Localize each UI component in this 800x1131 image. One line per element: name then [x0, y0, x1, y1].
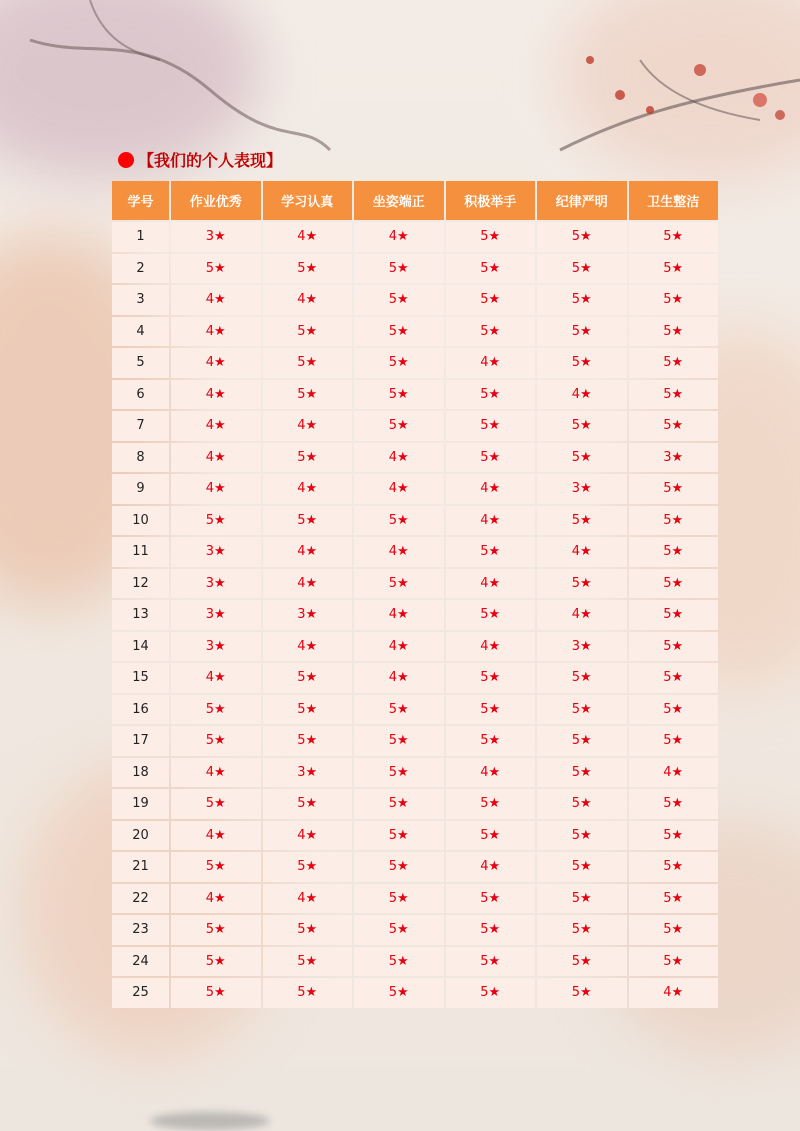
column-header-discipline: 纪律严明	[537, 181, 627, 220]
table-row	[112, 285, 718, 315]
score-cell: 5★	[446, 663, 536, 693]
student-id-cell: 4	[112, 317, 169, 347]
score-cell: 5★	[537, 978, 627, 1008]
score-cell: 5★	[629, 821, 719, 851]
score-cell: 5★	[354, 884, 444, 914]
score-cell: 3★	[171, 632, 261, 662]
score-cell: 4★	[354, 474, 444, 504]
score-cell: 5★	[446, 789, 536, 819]
score-cell: 5★	[354, 947, 444, 977]
score-cell: 5★	[446, 978, 536, 1008]
score-cell: 5★	[354, 506, 444, 536]
column-header-posture: 坐姿端正	[354, 181, 444, 220]
score-cell: 3★	[263, 758, 353, 788]
score-cell: 5★	[354, 695, 444, 725]
score-cell: 5★	[263, 695, 353, 725]
score-cell: 5★	[263, 254, 353, 284]
column-header-student-id: 学号	[112, 181, 169, 220]
score-cell: 4★	[354, 222, 444, 252]
score-cell: 4★	[446, 852, 536, 882]
student-id-cell: 11	[112, 537, 169, 567]
score-cell: 5★	[263, 443, 353, 473]
score-cell: 5★	[263, 726, 353, 756]
score-cell: 5★	[263, 978, 353, 1008]
score-cell: 3★	[171, 537, 261, 567]
table-row	[112, 506, 718, 536]
student-id-cell: 6	[112, 380, 169, 410]
table-row	[112, 852, 718, 882]
score-cell: 5★	[629, 915, 719, 945]
score-cell: 3★	[537, 474, 627, 504]
score-cell: 5★	[446, 915, 536, 945]
score-cell: 4★	[171, 317, 261, 347]
score-cell: 5★	[629, 317, 719, 347]
score-cell: 4★	[263, 632, 353, 662]
student-id-cell: 13	[112, 600, 169, 630]
score-cell: 5★	[263, 915, 353, 945]
score-cell: 5★	[629, 600, 719, 630]
score-cell: 5★	[629, 348, 719, 378]
table-header-row	[112, 181, 718, 220]
score-cell: 5★	[354, 380, 444, 410]
score-cell: 4★	[171, 380, 261, 410]
column-header-study: 学习认真	[263, 181, 353, 220]
score-cell: 5★	[537, 758, 627, 788]
score-cell: 4★	[354, 663, 444, 693]
section-heading	[118, 148, 282, 171]
column-header-hand-raising: 积极举手	[446, 181, 536, 220]
performance-table	[110, 179, 720, 1010]
score-cell: 5★	[537, 915, 627, 945]
table-row	[112, 758, 718, 788]
score-cell: 5★	[446, 600, 536, 630]
score-cell: 5★	[629, 537, 719, 567]
table-row	[112, 537, 718, 567]
score-cell: 5★	[537, 411, 627, 441]
score-cell: 5★	[537, 852, 627, 882]
score-cell: 5★	[171, 915, 261, 945]
score-cell: 5★	[629, 222, 719, 252]
score-cell: 5★	[537, 726, 627, 756]
table-row	[112, 915, 718, 945]
table-row	[112, 569, 718, 599]
student-id-cell: 5	[112, 348, 169, 378]
score-cell: 4★	[446, 569, 536, 599]
score-cell: 5★	[537, 348, 627, 378]
score-cell: 4★	[171, 821, 261, 851]
student-id-cell: 10	[112, 506, 169, 536]
table-row	[112, 222, 718, 252]
student-id-cell: 25	[112, 978, 169, 1008]
student-id-cell: 15	[112, 663, 169, 693]
score-cell: 5★	[629, 632, 719, 662]
table-row	[112, 411, 718, 441]
score-cell: 3★	[629, 443, 719, 473]
score-cell: 5★	[354, 317, 444, 347]
score-cell: 5★	[629, 254, 719, 284]
score-cell: 4★	[537, 537, 627, 567]
score-cell: 5★	[629, 380, 719, 410]
student-id-cell: 14	[112, 632, 169, 662]
score-cell: 5★	[446, 285, 536, 315]
score-cell: 5★	[171, 947, 261, 977]
score-cell: 4★	[263, 285, 353, 315]
score-cell: 5★	[537, 317, 627, 347]
score-cell: 5★	[263, 947, 353, 977]
score-cell: 5★	[354, 978, 444, 1008]
score-cell: 4★	[171, 758, 261, 788]
score-cell: 5★	[537, 663, 627, 693]
score-cell: 5★	[537, 695, 627, 725]
score-cell: 5★	[629, 695, 719, 725]
score-cell: 5★	[446, 411, 536, 441]
score-cell: 5★	[629, 947, 719, 977]
score-cell: 4★	[446, 348, 536, 378]
score-cell: 4★	[629, 758, 719, 788]
score-cell: 4★	[263, 537, 353, 567]
score-cell: 4★	[171, 411, 261, 441]
student-id-cell: 1	[112, 222, 169, 252]
score-cell: 5★	[629, 506, 719, 536]
score-cell: 5★	[629, 285, 719, 315]
score-cell: 5★	[446, 695, 536, 725]
score-cell: 3★	[171, 222, 261, 252]
student-id-cell: 23	[112, 915, 169, 945]
table-row	[112, 663, 718, 693]
score-cell: 4★	[354, 443, 444, 473]
score-cell: 5★	[446, 317, 536, 347]
score-cell: 5★	[446, 947, 536, 977]
red-dot-icon	[118, 152, 134, 168]
student-id-cell: 21	[112, 852, 169, 882]
score-cell: 3★	[171, 569, 261, 599]
score-cell: 4★	[537, 380, 627, 410]
score-cell: 5★	[537, 789, 627, 819]
score-cell: 4★	[171, 884, 261, 914]
score-cell: 5★	[354, 852, 444, 882]
score-cell: 4★	[629, 978, 719, 1008]
score-cell: 5★	[537, 285, 627, 315]
score-cell: 4★	[263, 884, 353, 914]
score-cell: 5★	[354, 758, 444, 788]
score-cell: 5★	[537, 506, 627, 536]
table-row	[112, 695, 718, 725]
score-cell: 5★	[629, 726, 719, 756]
score-cell: 5★	[537, 443, 627, 473]
score-cell: 3★	[263, 600, 353, 630]
score-cell: 5★	[354, 348, 444, 378]
score-cell: 5★	[263, 852, 353, 882]
score-cell: 5★	[446, 726, 536, 756]
score-cell: 4★	[446, 758, 536, 788]
score-cell: 4★	[446, 632, 536, 662]
table-row	[112, 632, 718, 662]
student-id-cell: 20	[112, 821, 169, 851]
table-row	[112, 380, 718, 410]
score-cell: 5★	[537, 884, 627, 914]
score-cell: 4★	[263, 222, 353, 252]
score-cell: 5★	[171, 852, 261, 882]
score-cell: 5★	[629, 884, 719, 914]
score-cell: 5★	[354, 789, 444, 819]
score-cell: 5★	[354, 821, 444, 851]
table-row	[112, 317, 718, 347]
table-row	[112, 789, 718, 819]
score-cell: 4★	[171, 443, 261, 473]
column-header-hygiene: 卫生整洁	[629, 181, 719, 220]
student-id-cell: 3	[112, 285, 169, 315]
score-cell: 5★	[171, 695, 261, 725]
score-cell: 5★	[263, 317, 353, 347]
score-cell: 5★	[446, 537, 536, 567]
score-cell: 5★	[263, 506, 353, 536]
score-cell: 5★	[537, 947, 627, 977]
score-cell: 4★	[171, 348, 261, 378]
score-cell: 5★	[446, 380, 536, 410]
score-cell: 5★	[354, 411, 444, 441]
score-cell: 5★	[354, 285, 444, 315]
column-header-homework: 作业优秀	[171, 181, 261, 220]
student-id-cell: 8	[112, 443, 169, 473]
score-cell: 5★	[171, 254, 261, 284]
score-cell: 5★	[263, 663, 353, 693]
score-cell: 5★	[446, 821, 536, 851]
score-cell: 4★	[263, 411, 353, 441]
table-row	[112, 348, 718, 378]
score-cell: 4★	[171, 285, 261, 315]
student-id-cell: 24	[112, 947, 169, 977]
student-id-cell: 22	[112, 884, 169, 914]
score-cell: 4★	[446, 474, 536, 504]
score-cell: 4★	[263, 821, 353, 851]
score-cell: 4★	[537, 600, 627, 630]
score-cell: 4★	[171, 474, 261, 504]
student-id-cell: 12	[112, 569, 169, 599]
score-cell: 5★	[354, 726, 444, 756]
score-cell: 5★	[537, 569, 627, 599]
score-cell: 5★	[354, 915, 444, 945]
score-cell: 4★	[171, 663, 261, 693]
score-cell: 5★	[446, 443, 536, 473]
student-id-cell: 16	[112, 695, 169, 725]
score-cell: 5★	[446, 884, 536, 914]
score-cell: 5★	[629, 852, 719, 882]
table-row	[112, 884, 718, 914]
student-id-cell: 17	[112, 726, 169, 756]
student-id-cell: 19	[112, 789, 169, 819]
score-cell: 4★	[354, 600, 444, 630]
score-cell: 5★	[446, 254, 536, 284]
score-cell: 5★	[537, 254, 627, 284]
score-cell: 5★	[171, 506, 261, 536]
score-cell: 5★	[629, 789, 719, 819]
table-row	[112, 821, 718, 851]
student-id-cell: 18	[112, 758, 169, 788]
table-row	[112, 726, 718, 756]
score-cell: 5★	[354, 254, 444, 284]
score-cell: 5★	[537, 222, 627, 252]
score-cell: 5★	[629, 569, 719, 599]
table-row	[112, 474, 718, 504]
student-id-cell: 2	[112, 254, 169, 284]
table-row	[112, 978, 718, 1008]
student-id-cell: 7	[112, 411, 169, 441]
student-id-cell: 9	[112, 474, 169, 504]
score-cell: 5★	[629, 411, 719, 441]
score-cell: 5★	[263, 348, 353, 378]
score-cell: 5★	[354, 569, 444, 599]
score-cell: 5★	[171, 789, 261, 819]
score-cell: 5★	[446, 222, 536, 252]
score-cell: 4★	[354, 632, 444, 662]
score-cell: 5★	[171, 726, 261, 756]
score-cell: 4★	[354, 537, 444, 567]
table-row	[112, 254, 718, 284]
table-row	[112, 947, 718, 977]
score-cell: 3★	[537, 632, 627, 662]
score-cell: 5★	[629, 474, 719, 504]
score-cell: 4★	[446, 506, 536, 536]
score-cell: 3★	[171, 600, 261, 630]
score-cell: 5★	[537, 821, 627, 851]
table-row	[112, 600, 718, 630]
score-cell: 5★	[263, 789, 353, 819]
score-cell: 5★	[629, 663, 719, 693]
score-cell: 4★	[263, 474, 353, 504]
section-heading-text: 【我们的个人表现】	[138, 151, 283, 170]
score-cell: 5★	[171, 978, 261, 1008]
score-cell: 4★	[263, 569, 353, 599]
score-cell: 5★	[263, 380, 353, 410]
table-row	[112, 443, 718, 473]
